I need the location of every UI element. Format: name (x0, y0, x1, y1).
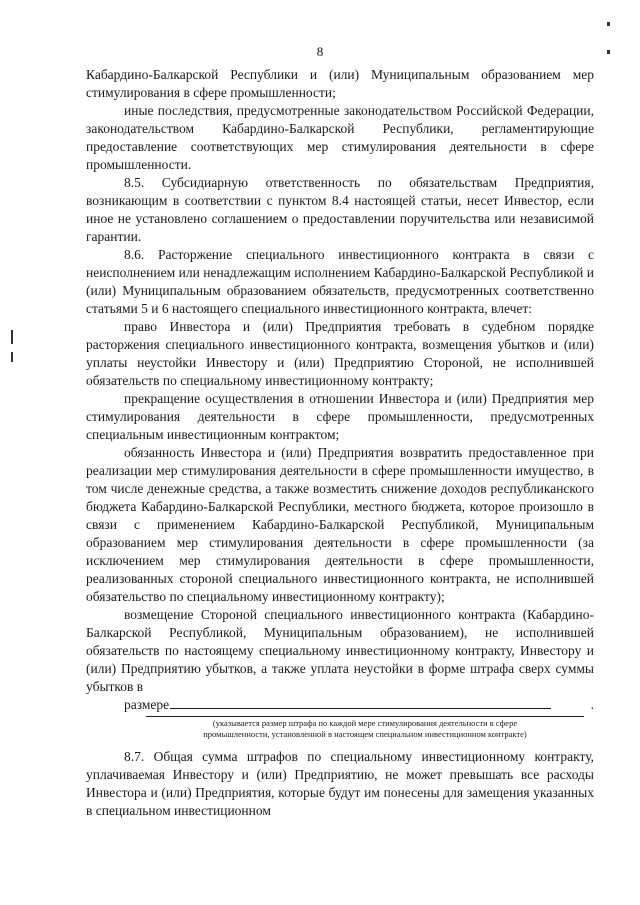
paragraph: Кабардино-Балкарской Республики и (или) Муниципальным образованием мер стимулирования в сфере промышленности; (86, 67, 594, 100)
margin-line (11, 352, 13, 362)
margin-line (11, 330, 13, 344)
fill-label: размере (124, 697, 170, 712)
paragraph: 8.7. Общая сумма штрафов по специальному инвестиционному контракту, уплачиваемая Инвестору и (или) Предприятию, не может превышать все расходы Инвестора и (или) Предприятия, которые будут им понесены для замещения указанных в специальном инвестиционном (86, 749, 594, 818)
fill-end: . (590, 697, 594, 712)
document-body (86, 66, 594, 820)
footnote-line: (указывается размер штрафа по каждой мере стимулирования деятельности в сфере (212, 718, 518, 728)
paragraph: возмещение Стороной специального инвестиционного контракта (Кабардино-Балкарской Республикой, Муниципальным образованием), не исполнившей обязательств по настоящему специальному инвестиционному контракту, Инвестору и (или) Предприятию убытков, а также уплата неустойки в форме штрафа сверх суммы убытков в (86, 607, 594, 694)
paragraph: 8.5. Субсидиарную ответственность по обязательствам Предприятия, возникающим в соответствии с пунктом 8.4 настоящей статьи, несет Инвестор, если иное не установлено соглашением о предоставлении поручительства или независимой гарантии. (86, 175, 594, 244)
scan-mark (607, 22, 610, 26)
page-number: 8 (316, 44, 324, 59)
footnote (146, 716, 584, 740)
paragraph: право Инвестора и (или) Предприятия требовать в судебном порядке расторжения специального инвестиционного контракта, возмещения убытков и (или) уплаты неустойки Инвестору и (или) Предприятию Стороной, не исполнившей обязательств по специальному инвестиционному контракту; (86, 319, 594, 388)
paragraph: обязанность Инвестора и (или) Предприятия возвратить предоставленное при реализации мер стимулирования деятельности в сфере промышленности имущество, в том числе денежные средства, а также возместить снижение доходов республиканского бюджета Кабардино-Балкарской Республики, местного бюджета, которое произошло в связи с применением Кабардино-Балкарской Республикой, Муниципальным образованием мер стимулирования деятельности в сфере промышленности (за исключением мер стимулирования деятельности в сфере промышленности, реализованных стороной специального инвестиционного контракта, не исполнившей обязательство по специальному инвестиционному контракту); (86, 445, 594, 604)
penalty-amount-line (86, 696, 594, 714)
footnote-line: промышленности, установленной в настоящем специальном инвестиционном контракте) (203, 729, 527, 739)
blank-fill-line (170, 697, 550, 709)
paragraph: иные последствия, предусмотренные законодательством Российской Федерации, законодательством Кабардино-Балкарской Республики, регламентирующие предоставление соответствующих мер стимулирования деятельности в сфере промышленности. (86, 103, 594, 172)
paragraph: прекращение осуществления в отношении Инвестора и (или) Предприятия мер стимулирования деятельности в сфере промышленности, предусмотренных специальным инвестиционным контрактом; (86, 391, 594, 442)
paragraph: 8.6. Расторжение специального инвестиционного контракта в связи с неисполнением или ненадлежащим исполнением Кабардино-Балкарской Республикой и (или) Муниципальным образованием обязательств, предусмотренных соответственно статьями 5 и 6 настоящего специального инвестиционного контракта, влечет: (86, 247, 594, 316)
